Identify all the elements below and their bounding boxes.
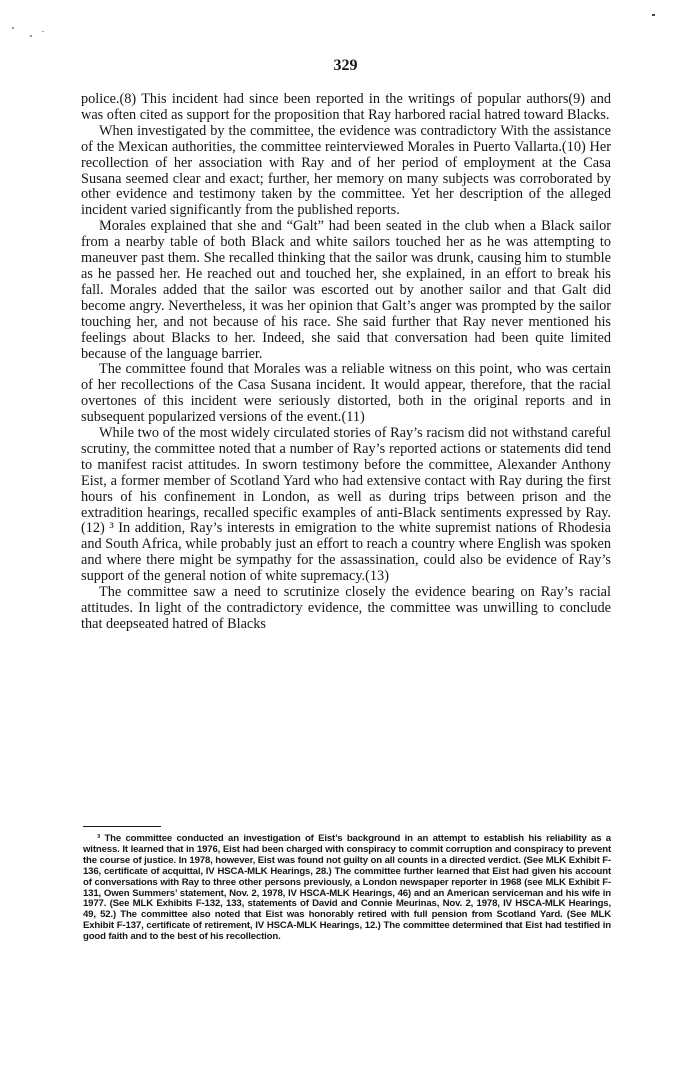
scan-speck (42, 31, 44, 32)
scan-speck (12, 27, 14, 29)
paragraph: police.(8) This incident had since been reported in the writings of popular authors(9) and was often cited as support for the proposition that Ray harbored racial hatred toward Blacks. (81, 91, 611, 123)
paragraph: When investigated by the committee, the evidence was contradictory With the assistance of the Mexican authorities, the committee reinterviewed Morales in Puerto Vallarta.(10) Her recollection of her association with Ray and of her period of employment at the Casa Susana seemed clear and exact; further, her memory on many subjects was corroborated by other evidence and testimony taken by the committee. Yet her description of the alleged incident varied significantly from the published reports. (81, 122, 611, 219)
paragraph: The committee found that Morales was a reliable witness on this point, who was certain of her recollections of the Casa Susana incident. It would appear, therefore, that the racial overtones of this incident were seriously distorted, both in the original reports and in subsequent popularized versions of the event.(11) (81, 361, 611, 426)
body-text (81, 92, 611, 633)
paragraph: While two of the most widely circulated stories of Ray’s racism did not withstand careful scrutiny, the committee noted that a number of Ray’s reported actions or statements did tend to manifest racist attitudes. In sworn testimony before the committee, Alexander Anthony Eist, a former member of Scotland Yard who had extensive contact with Ray during the first hours of his confinement in London, as well as during trips between prison and the extradition hearings, recalled specific examples of anti-Black sentiments expressed by Ray.(12) ³ In addition, Ray’s interests in emigration to the white supremist nations of Rhodesia and South Africa, while probably just an effort to reach a country where English was spoken and where there might be sympathy for the assassination, could also be evidence of Ray’s support of the general notion of white supremacy.(13) (81, 425, 611, 585)
footnote-divider (83, 826, 161, 827)
scan-speck (30, 35, 32, 37)
footnote: ³ The committee conducted an investigation of Eist’s background in an attempt to establish his reliability as a witness. It learned that in 1976, Eist had been charged with conspiracy to commit corruption and conspiracy to prevent the course of justice. In 1978, however, Eist was found not guilty on all counts in a directed verdict. (See MLK Exhibit F-136, certificate of acquittal, IV HSCA-MLK Hearings, 28.) The committee further learned that Eist had given his account of conversations with Ray to three other persons previously, a London newspaper reporter in 1968 (see MLK Exhibit F-131, Owen Summers’ statement, Nov. 2, 1978, IV HSCA-MLK Hearings, 46) and an American serviceman and his wife in 1977. (See MLK Exhibits F-132, 133, statements of David and Connie Meurinas, Nov. 2, 1978, IV HSCA-MLK Hearings, 49, 52.) The committee also noted that Eist was honorably retired with full pension from Scotland Yard. (See MLK Exhibit F-137, certificate of retirement, IV HSCA-MLK Hearings, 12.) The committee determined that Eist had testified in good faith and to the best of his recollection. (83, 833, 611, 943)
scan-speck (652, 14, 655, 16)
paragraph: Morales explained that she and “Galt” had been seated in the club when a Black sailor from a nearby table of both Black and white sailors touched her as he was attempting to maneuver past them. She recalled thinking that the sailor was drunk, causing him to stumble as he passed her. He reached out and touched her, she explained, in an effort to break his fall. Morales added that the sailor was escorted out by another sailor and that Galt did become angry. Nevertheless, it was her opinion that Galt’s anger was prompted by the sailor touching her, and not because of his race. She said further that Ray never mentioned his feelings about Blacks to her. Indeed, she said that conversation had been quite limited because of the language barrier. (81, 218, 611, 362)
page-number: 329 (333, 57, 358, 74)
paragraph: The committee saw a need to scrutinize closely the evidence bearing on Ray’s racial attitudes. In light of the contradictory evidence, the committee was unwilling to conclude that deepseated hatred of Blacks (81, 584, 611, 632)
